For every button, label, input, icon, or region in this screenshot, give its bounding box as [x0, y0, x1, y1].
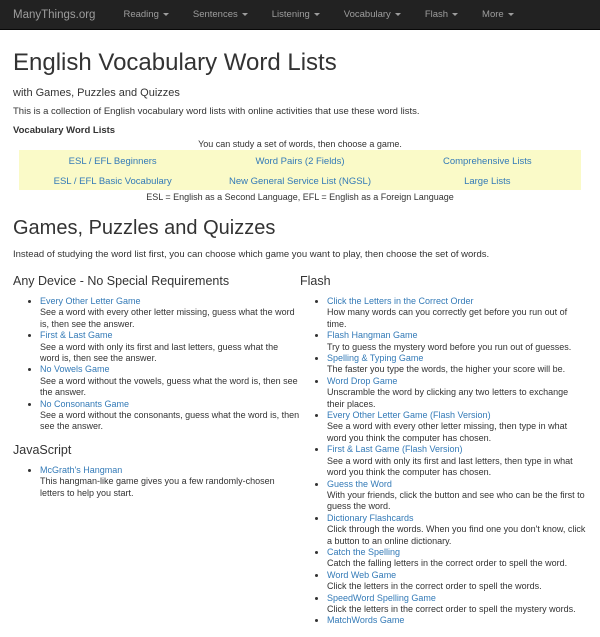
page-intro: This is a collection of English vocabulary word lists with online activities that use these word lists. — [13, 106, 420, 117]
table-row — [19, 150, 581, 170]
word-lists-heading: Vocabulary Word Lists — [13, 125, 116, 136]
list-item — [327, 376, 587, 410]
flash-heading: Flash — [300, 274, 331, 288]
word-list-link-word-pairs[interactable]: Word Pairs (2 Fields) — [255, 156, 345, 167]
game-link-guess-the-word[interactable]: Guess the Word — [327, 478, 392, 489]
game-link-no-vowels[interactable]: No Vowels Game — [40, 364, 110, 375]
game-link-click-letters-correct-order[interactable]: Click the Letters in the Correct Order — [327, 296, 474, 306]
list-item — [327, 353, 587, 376]
nav-item-label: Listening — [271, 9, 310, 20]
list-item — [327, 444, 587, 478]
list-item — [40, 330, 300, 364]
games-section-title: Games, Puzzles and Quizzes — [13, 217, 276, 239]
word-list-link-comprehensive-lists[interactable]: Comprehensive Lists — [442, 156, 532, 167]
caret-down-icon — [242, 13, 248, 16]
word-list-link-large-lists[interactable]: Large Lists — [464, 176, 511, 187]
word-list-link-esl-efl-beginners[interactable]: ESL / EFL Beginners — [68, 156, 157, 167]
top-navbar — [0, 0, 600, 30]
list-item — [327, 615, 587, 626]
game-link-catch-the-spelling[interactable]: Catch the Spelling — [327, 546, 401, 557]
game-link-matchwords[interactable]: MatchWords Game — [327, 615, 405, 626]
game-link-no-consonants[interactable]: No Consonants Game — [40, 398, 130, 409]
nav-item-label: Sentences — [192, 9, 238, 20]
nav-item-label: Flash — [424, 9, 449, 20]
flash-game-list — [300, 296, 587, 627]
game-description: Click the letters in the correct order to spell the words. — [327, 581, 542, 592]
list-item — [327, 513, 587, 547]
list-item — [327, 593, 587, 616]
nav-item-label: More — [482, 9, 504, 20]
list-item — [327, 296, 587, 330]
games-section-intro: Instead of studying the word list first, you can choose which game you want to play, then choose the set of words. — [13, 249, 490, 260]
caret-down-icon — [163, 13, 169, 16]
game-description: See a word without the consonants, guess what the word is, then see the answer. — [40, 410, 300, 432]
game-description: See a word with only its first and last letters, then type in what word you think the computer has chosen. — [327, 455, 573, 478]
word-list-link-ngsl[interactable]: New General Service List (NGSL) — [228, 176, 371, 187]
page-content — [0, 49, 600, 637]
game-link-flash-hangman[interactable]: Flash Hangman Game — [327, 330, 418, 341]
nav-item-listening[interactable] — [260, 0, 332, 29]
game-link-word-web[interactable]: Word Web Game — [327, 569, 397, 580]
game-link-dictionary-flashcards[interactable]: Dictionary Flashcards — [327, 512, 414, 523]
nav-item-label: Vocabulary — [343, 9, 391, 20]
list-item — [40, 465, 300, 499]
game-description: Catch the falling letters in the correct order to spell the word. — [327, 558, 568, 569]
list-item — [40, 399, 300, 433]
nav-item-more[interactable] — [470, 0, 526, 29]
nav-item-reading[interactable] — [111, 0, 180, 29]
column-flash — [300, 264, 587, 637]
game-description: How many words can you correctly get before you run out of time. — [327, 307, 568, 329]
game-description: See a word without the vowels, guess what the word is, then see the answer. — [40, 375, 298, 398]
game-link-word-drop[interactable]: Word Drop Game — [327, 375, 398, 386]
game-link-speedword-spelling[interactable]: SpeedWord Spelling Game — [327, 592, 436, 603]
game-description: This hangman-like game gives you a few randomly-chosen letters to help you start. — [40, 476, 275, 498]
list-item — [40, 296, 300, 330]
list-item — [327, 479, 587, 513]
game-link-first-last-flash[interactable]: First & Last Game (Flash Version) — [327, 444, 463, 455]
game-link-spelling-typing[interactable]: Spelling & Typing Game — [327, 353, 424, 364]
page-subtitle: with Games, Puzzles and Quizzes — [13, 87, 180, 99]
word-lists-note-bottom: ESL = English as a Second Language, EFL = English as a Foreign Language — [146, 192, 454, 202]
list-item — [40, 364, 300, 398]
games-columns — [13, 264, 587, 637]
brand-logo[interactable]: ManyThings.org — [13, 8, 96, 21]
caret-down-icon — [508, 13, 514, 16]
game-description: See a word with only its first and last letters, guess what the word is, then see the answer. — [40, 341, 279, 364]
any-device-game-list — [13, 296, 300, 433]
caret-down-icon — [452, 13, 458, 16]
any-device-heading: Any Device - No Special Requirements — [13, 274, 230, 288]
javascript-game-list — [13, 465, 300, 499]
game-description: Unscramble the word by clicking any two letters to exchange their places. — [327, 387, 569, 409]
table-row — [19, 170, 581, 190]
game-description: Click through the words. When you find one you don't know, click a button to an online dictionary. — [327, 524, 586, 546]
list-item — [327, 330, 587, 353]
column-any-device — [13, 264, 300, 637]
nav-item-flash[interactable] — [413, 0, 470, 29]
game-description: The faster you type the words, the higher your score will be. — [327, 364, 566, 375]
game-description: See a word with every other letter missing, guess what the word is, then see the answer. — [40, 307, 295, 329]
list-item — [327, 410, 587, 444]
word-list-link-esl-efl-basic-vocabulary[interactable]: ESL / EFL Basic Vocabulary — [53, 176, 172, 187]
page-title: English Vocabulary Word Lists — [13, 49, 337, 76]
nav-item-label: Reading — [123, 9, 159, 20]
caret-down-icon — [314, 13, 320, 16]
game-link-first-last[interactable]: First & Last Game — [40, 330, 113, 341]
game-description: Click the letters in the correct order to spell the mystery words. — [327, 603, 576, 614]
caret-down-icon — [395, 13, 401, 16]
word-lists-note-top: You can study a set of words, then choose a game. — [198, 139, 402, 149]
javascript-heading: JavaScript — [13, 442, 72, 457]
game-link-every-other-letter-flash[interactable]: Every Other Letter Game (Flash Version) — [327, 410, 491, 421]
word-lists-table — [19, 150, 581, 190]
nav-item-vocabulary[interactable] — [332, 0, 413, 29]
nav-item-sentences[interactable] — [181, 0, 260, 29]
list-item — [327, 570, 587, 593]
list-item — [327, 547, 587, 570]
game-link-mcgraths-hangman[interactable]: McGrath's Hangman — [40, 464, 123, 475]
game-description: Try to guess the mystery word before you run out of guesses. — [327, 341, 572, 352]
game-description: See a word with every other letter missing, then type in what word you think the computer has chosen. — [327, 421, 568, 443]
game-description: With your friends, click the button and see who can be the first to guess the word. — [327, 489, 585, 512]
game-link-every-other-letter[interactable]: Every Other Letter Game — [40, 296, 141, 306]
